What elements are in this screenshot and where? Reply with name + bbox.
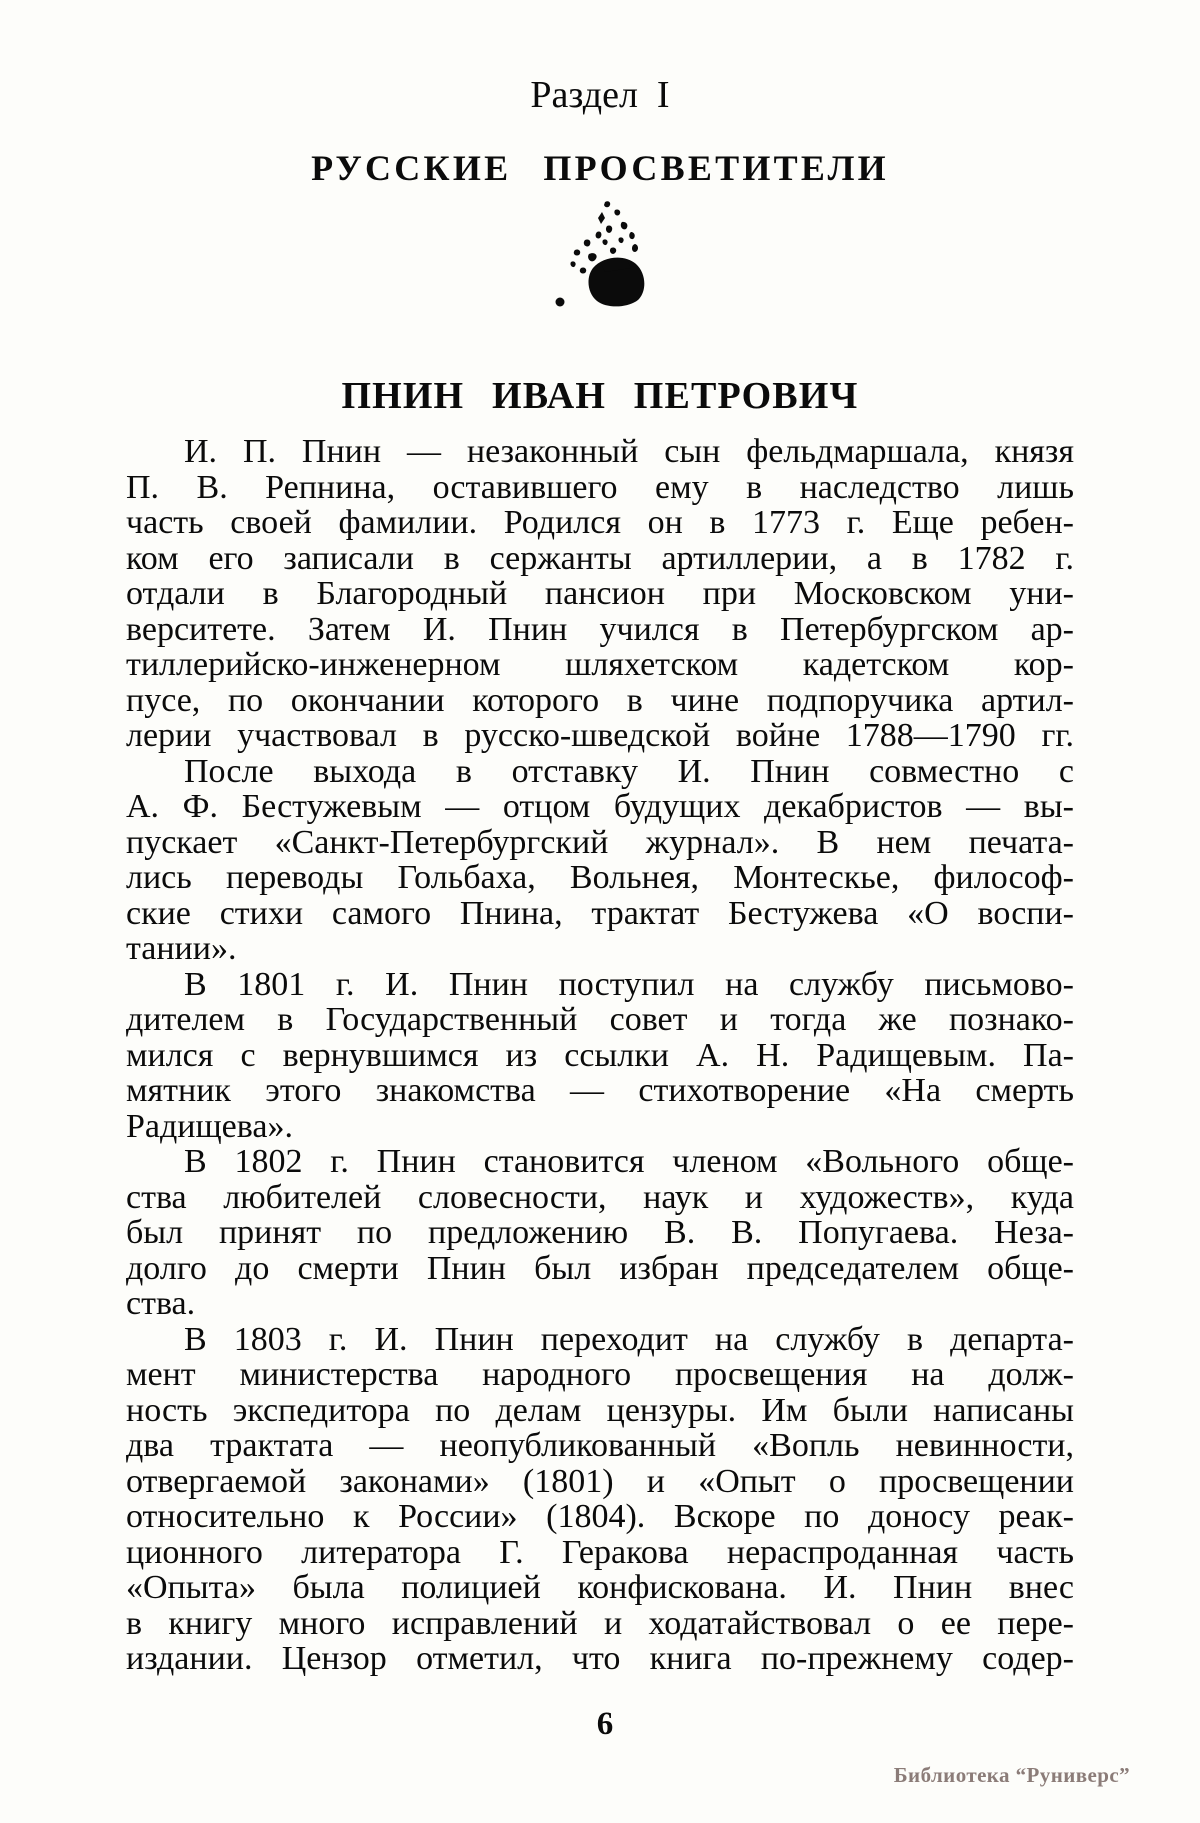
article-body	[126, 434, 1074, 1677]
text-line: дителем в Государственный совет и тогда же познако-	[126, 1001, 1074, 1038]
text-line: В 1801 г. И. Пнин поступил на службу письмово-	[184, 965, 1074, 1003]
library-watermark: Библиотека “Руниверс”	[893, 1763, 1130, 1787]
text-line: ность экспедитора по делам цензуры. Им были написаны	[126, 1391, 1074, 1429]
text-line: тиллерийско-инженерном шляхетском кадетском кор-	[126, 646, 1074, 683]
text-line: ционного литератора Г. Геракова нераспроданная часть	[126, 1533, 1074, 1571]
text-line: отдали в Благородный пансион при Московском уни-	[126, 575, 1074, 612]
text-line: Радищева».	[126, 1107, 293, 1145]
text-line: После выхода в отставку И. Пнин совместно с	[184, 752, 1074, 790]
text-line: отвергаемой законами» (1801) и «Опыт о просвещении	[126, 1462, 1074, 1500]
ink-vignette-ornament	[545, 196, 655, 308]
text-line: ком его записали в сержанты артиллерии, а в 1782 г.	[126, 539, 1074, 577]
text-line: «Опыта» была полицией конфискована. И. Пнин внес	[126, 1569, 1074, 1606]
text-line: пусе, по окончании которого в чине подпоручика артил-	[126, 681, 1074, 719]
text-line: долго до смерти Пнин был избран председателем обще-	[126, 1249, 1074, 1287]
text-line: два трактата — неопубликованный «Вопль невинности,	[126, 1427, 1074, 1464]
page-number: 6	[596, 1706, 614, 1742]
text-line: ства.	[126, 1285, 196, 1322]
text-line: пускает «Санкт-Петербургский журнал». В нем печата-	[126, 823, 1074, 861]
article-title: ПНИН ИВАН ПЕТРОВИЧ	[341, 375, 859, 417]
text-line: в книгу много исправлений и ходатайствовал о ее пере-	[126, 1604, 1074, 1642]
text-line: И. П. Пнин — незаконный сын фельдмаршала, князя	[184, 433, 1074, 470]
text-line: относительно к России» (1804). Вскоре по доносу реак-	[126, 1498, 1074, 1535]
text-line: тании».	[126, 930, 237, 967]
section-title: РУССКИЕ ПРОСВЕТИТЕЛИ	[311, 148, 889, 188]
text-line: мятник этого знакомства — стихотворение «На смерть	[126, 1072, 1074, 1109]
text-line: мент министерства народного просвещения на долж-	[126, 1356, 1074, 1393]
text-line: П. В. Репнина, оставившего ему в наследство лишь	[126, 468, 1074, 506]
text-line: А. Ф. Бестужевым — отцом будущих декабристов — вы-	[126, 788, 1074, 825]
text-line: верситете. Затем И. Пнин учился в Петербургском ар-	[126, 610, 1074, 648]
text-line: часть своей фамилии. Родился он в 1773 г. Еще ребен-	[126, 504, 1074, 541]
text-line: был принят по предложению В. В. Попугаева. Неза-	[126, 1214, 1074, 1251]
text-line: мился с вернувшимся из ссылки А. Н. Радищевым. Па-	[126, 1036, 1074, 1074]
text-line: лись переводы Гольбаха, Вольнея, Монтескье, философ-	[126, 859, 1074, 896]
text-line: лерии участвовал в русско-шведской войне 1788—1790 гг.	[126, 717, 1074, 754]
text-line: В 1802 г. Пнин становится членом «Вольного обще-	[184, 1143, 1074, 1180]
text-line: ства любителей словесности, наук и художеств», куда	[126, 1178, 1074, 1216]
text-line: ские стихи самого Пнина, трактат Бестужева «О воспи-	[126, 894, 1074, 932]
text-line: издании. Цензор отметил, что книга по-прежнему содер-	[126, 1640, 1074, 1677]
section-label: Раздел I	[530, 74, 670, 116]
text-line: В 1803 г. И. Пнин переходит на службу в департа-	[184, 1320, 1074, 1358]
